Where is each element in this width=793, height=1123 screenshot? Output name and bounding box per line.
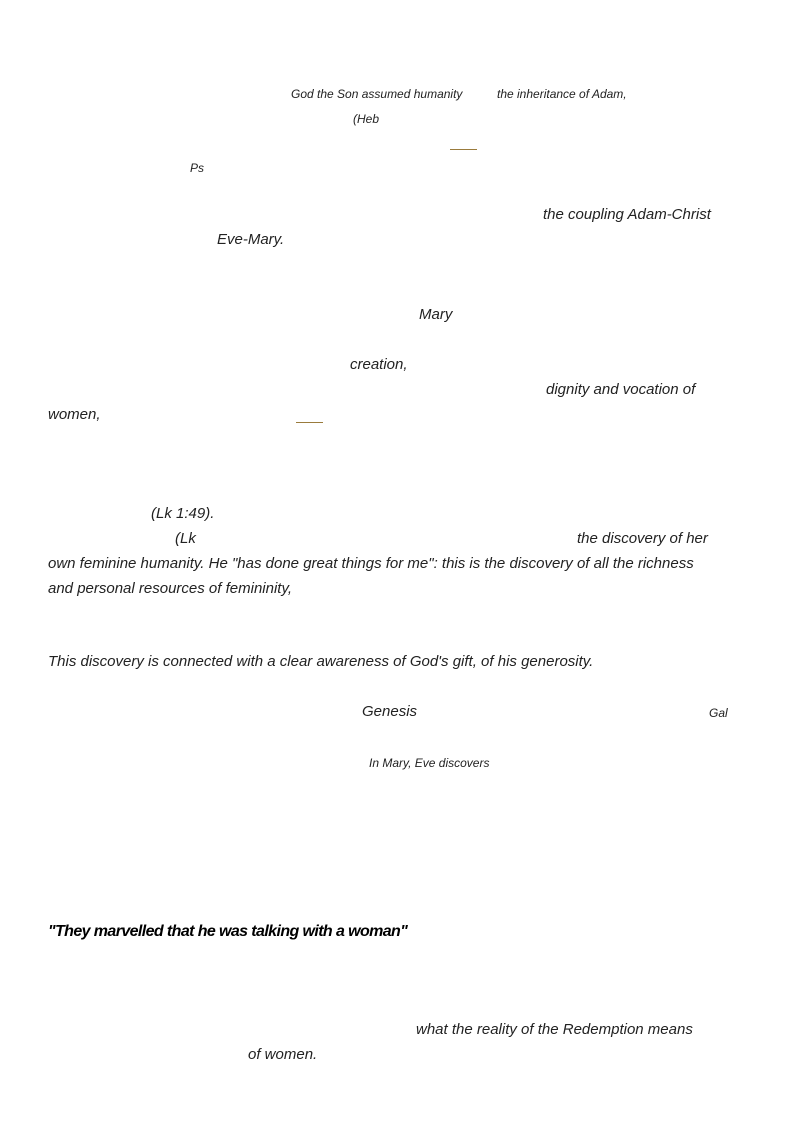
text-mary: Mary bbox=[419, 306, 453, 323]
text-dignity-vocation: dignity and vocation of bbox=[546, 381, 696, 398]
footnote-rule bbox=[296, 422, 323, 423]
text-coupling-adam-christ: the coupling Adam-Christ bbox=[543, 206, 711, 223]
text-line-gods-gift: This discovery is connected with a clear awareness of God's gift, of his generosity. bbox=[48, 653, 594, 670]
text-of-women: of women. bbox=[248, 1046, 318, 1063]
text-redemption-means: what the reality of the Redemption means bbox=[416, 1021, 693, 1038]
reference-lk: (Lk bbox=[175, 530, 196, 547]
reference-heb: (Heb bbox=[353, 112, 380, 126]
text-inheritance-of-adam: the inheritance of Adam, bbox=[497, 87, 627, 101]
text-eve-mary: Eve-Mary. bbox=[217, 231, 285, 248]
reference-lk-1-49: (Lk 1:49). bbox=[151, 505, 215, 522]
text-in-mary-eve-discovers: In Mary, Eve discovers bbox=[369, 756, 490, 770]
text-discovery-of-her: the discovery of her bbox=[577, 530, 708, 547]
footnote-rule bbox=[450, 149, 477, 150]
text-son-assumed-humanity: God the Son assumed humanity bbox=[291, 87, 463, 101]
section-heading: "They marvelled that he was talking with a woman" bbox=[48, 923, 408, 940]
text-line-feminine-humanity: own feminine humanity. He "has done great things for me": this is the discovery of all the richness bbox=[48, 555, 694, 572]
reference-ps: Ps bbox=[190, 161, 205, 175]
text-line-personal-resources: and personal resources of femininity, bbox=[48, 580, 293, 597]
reference-gal: Gal bbox=[709, 706, 728, 720]
text-creation: creation, bbox=[350, 356, 408, 373]
text-women: women, bbox=[48, 406, 101, 423]
text-genesis: Genesis bbox=[362, 703, 418, 720]
